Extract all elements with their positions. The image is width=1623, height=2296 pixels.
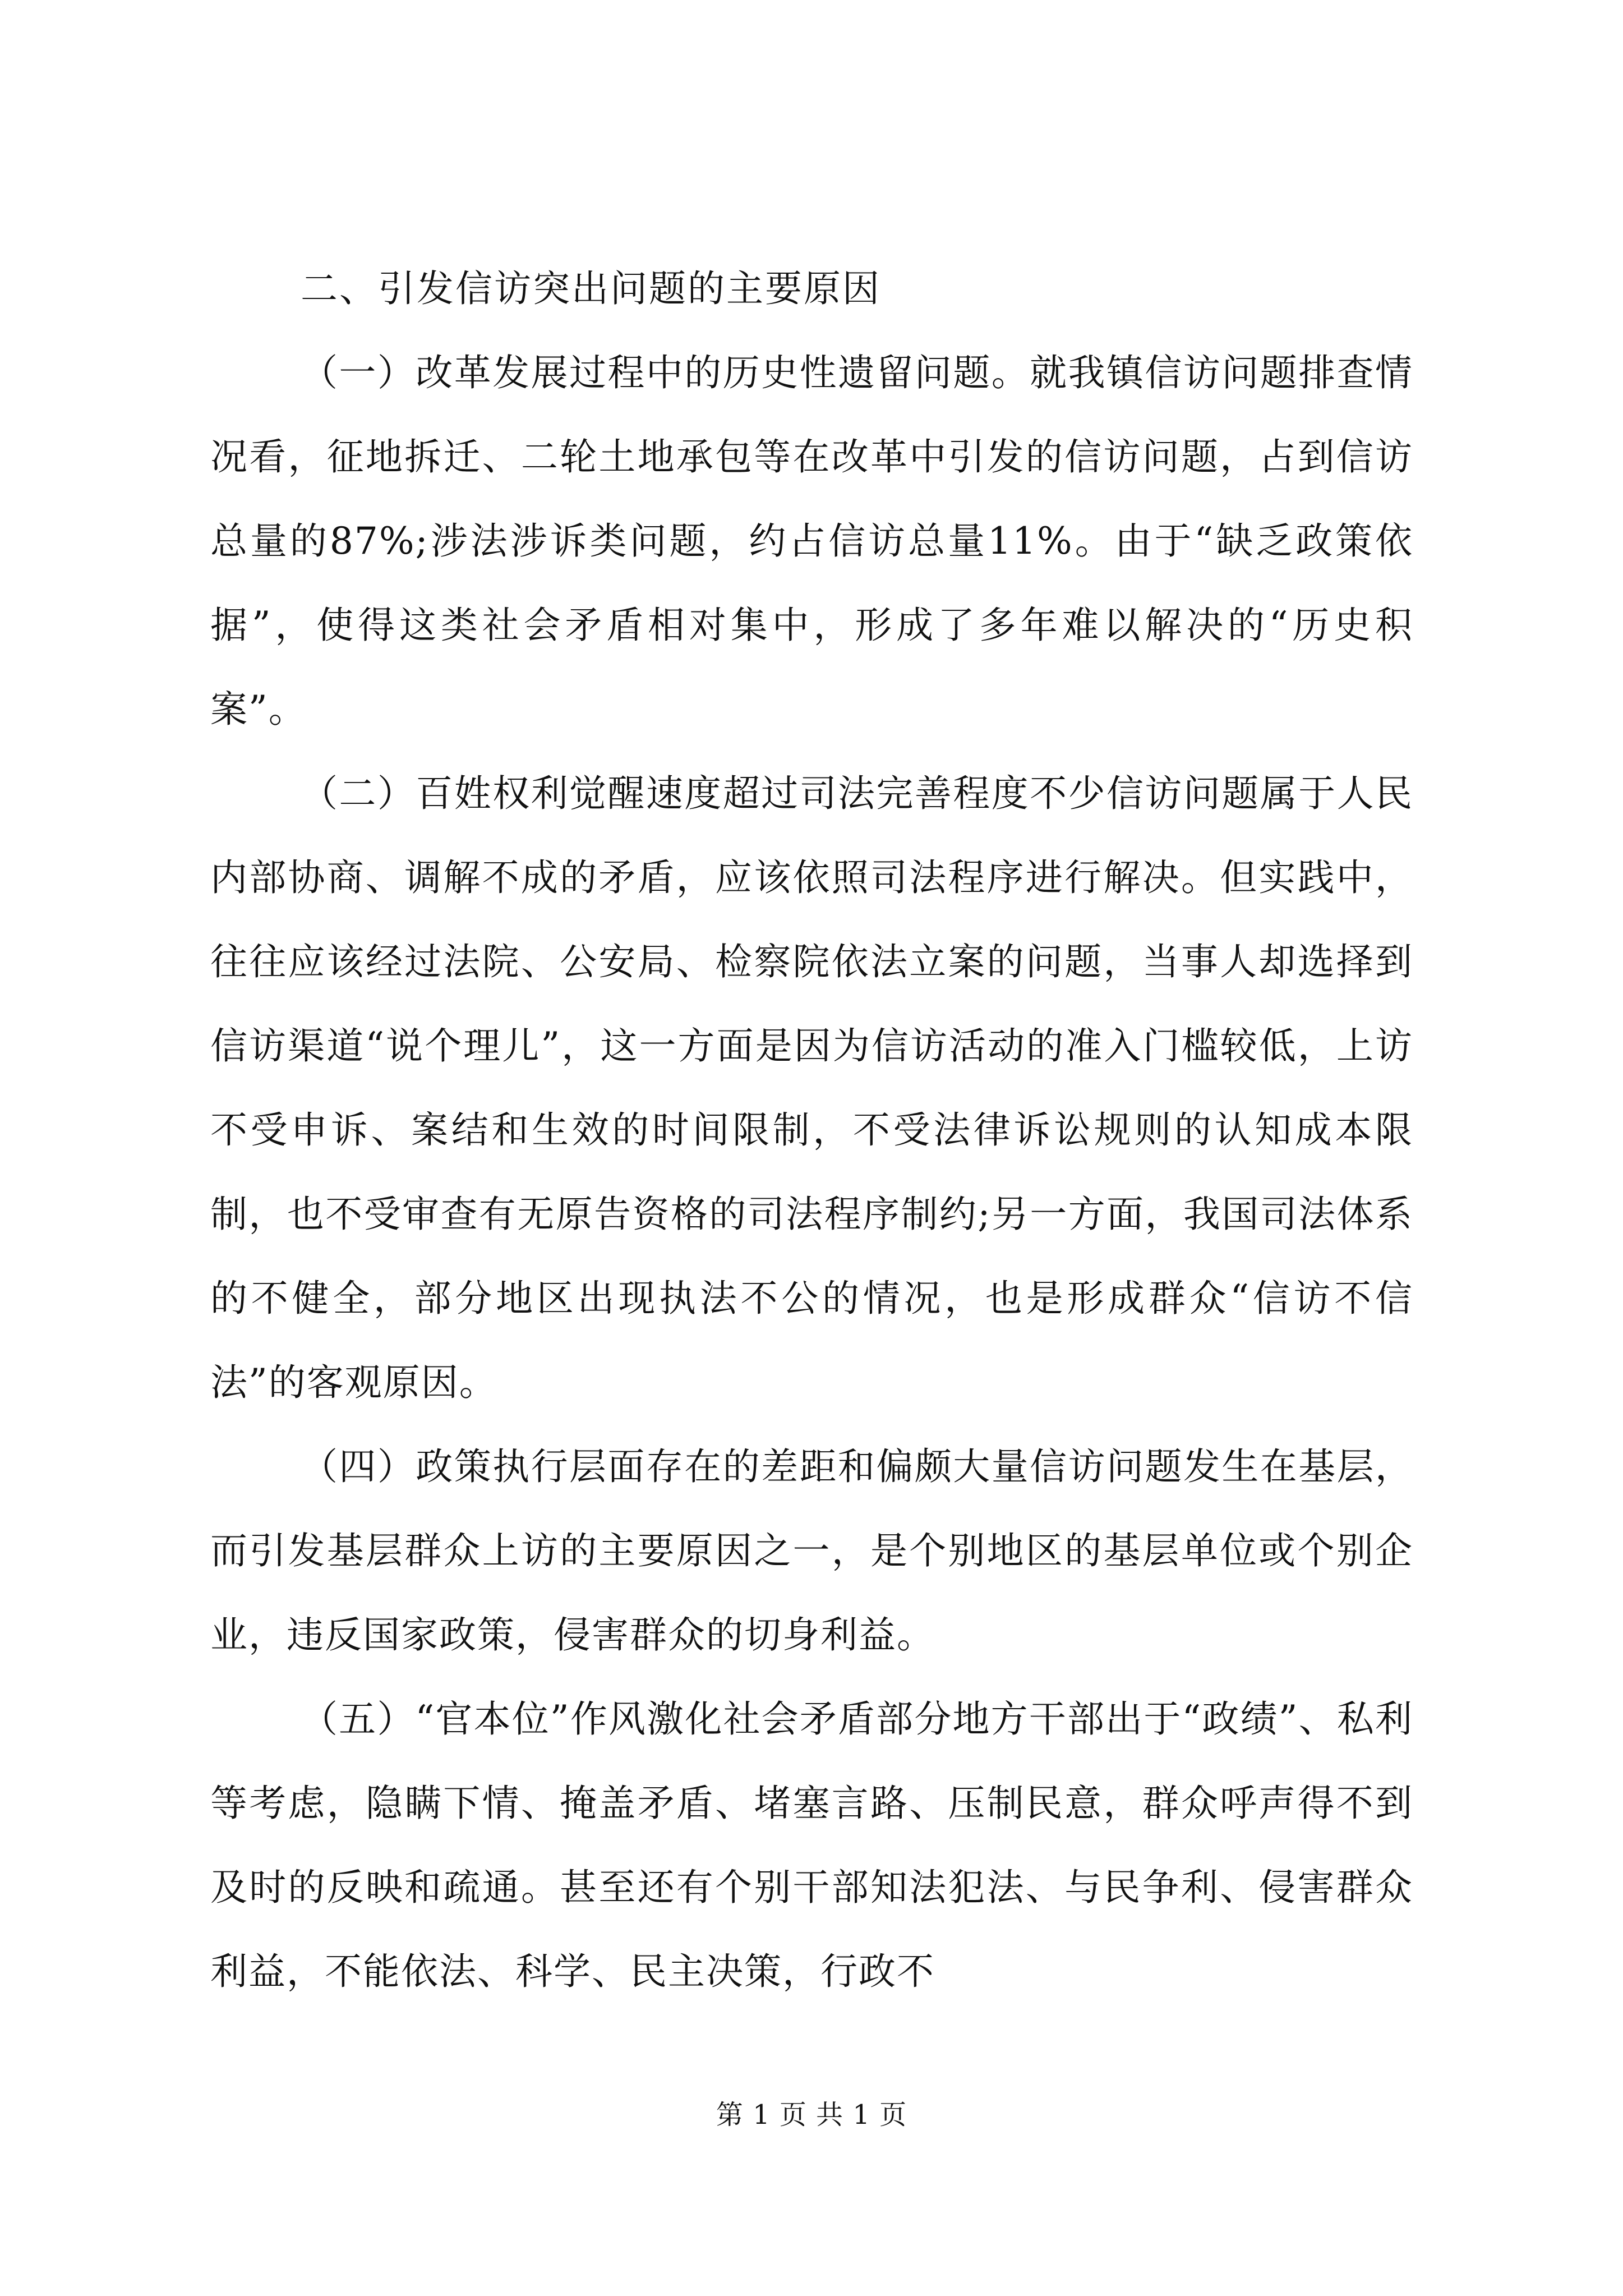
paragraph-2: （二）百姓权利觉醒速度超过司法完善程度不少信访问题属于人民内部协商、调解不成的矛盾，应该依照司法程序进行解决。但实践中，往往应该经过法院、公安局、检察院依法立案的问题，当事人却选择到信访渠道“说个理儿”，这一方面是因为信访活动的准入门槛较低，上访不受申诉、案结和生效的时间限制，不受法律诉讼规则的认知成本限制，也不受审查有无原告资格的司法程序制约;另一方面，我国司法体系的不健全，部分地区出现执法不公的情况，也是形成群众“信访不信法”的客观原因。 bbox=[210, 772, 1413, 1404]
paragraph-3: （四）政策执行层面存在的差距和偏颇大量信访问题发生在基层，而引发基层群众上访的主要原因之一，是个别地区的基层单位或个别企业，违反国家政策，侵害群众的切身利益。 bbox=[210, 1445, 1413, 1657]
section-heading: 二、引发信访突出问题的主要原因 bbox=[301, 267, 881, 310]
document-body bbox=[210, 247, 1413, 2014]
page-footer: 第 1 页 共 1 页 bbox=[716, 2099, 907, 2131]
paragraph-4: （五）“官本位”作风激化社会矛盾部分地方干部出于“政绩”、私利等考虑，隐瞒下情、掩盖矛盾、堵塞言路、压制民意，群众呼声得不到及时的反映和疏通。甚至还有个别干部知法犯法、与民争利、侵害群众利益，不能依法、科学、民主决策，行政不 bbox=[210, 1697, 1413, 1993]
paragraph-1: （一）改革发展过程中的历史性遗留问题。就我镇信访问题排查情况看，征地拆迁、二轮土地承包等在改革中引发的信访问题，占到信访总量的87%;涉法涉诉类问题，约占信访总量11%。由于“缺乏政策依据”，使得这类社会矛盾相对集中，形成了多年难以解决的“历史积案”。 bbox=[210, 351, 1413, 731]
